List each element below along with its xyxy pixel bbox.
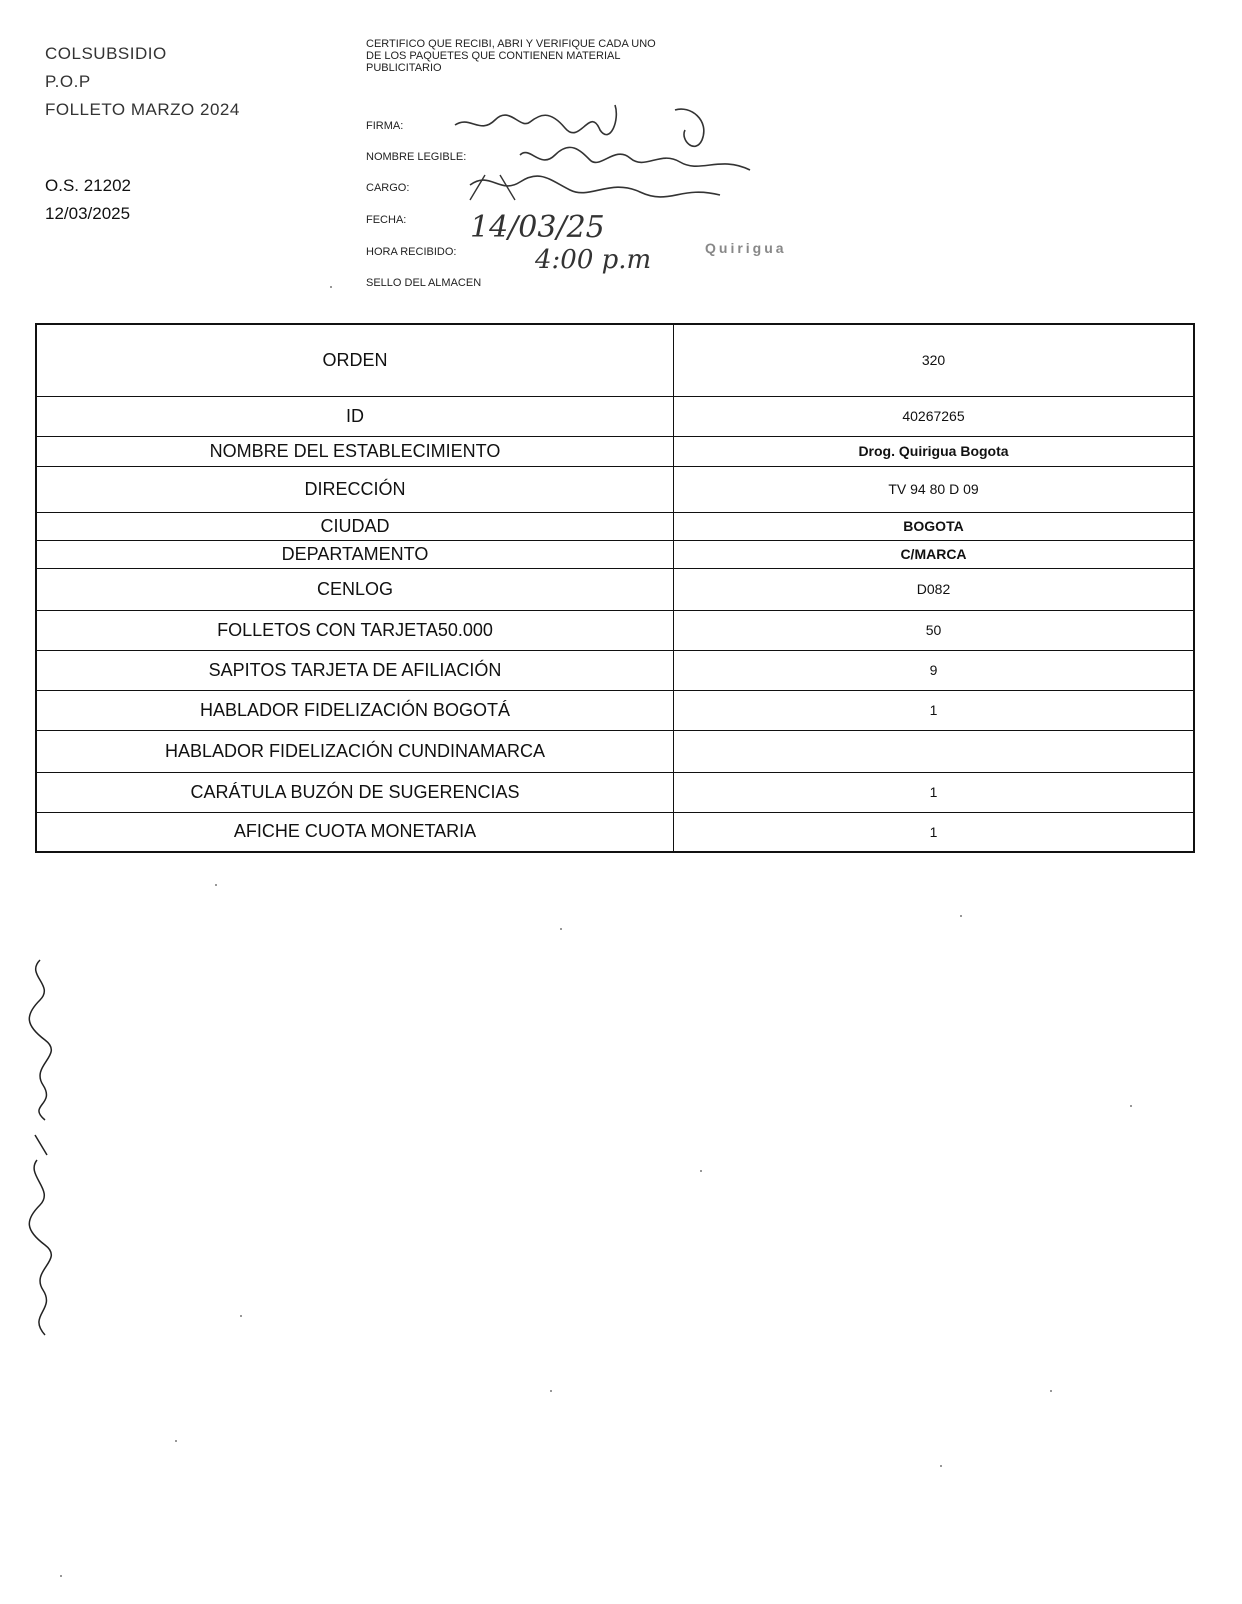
row-value-direccion: TV 94 80 D 09: [674, 466, 1195, 512]
table-row: [36, 396, 1194, 436]
table-row: [36, 512, 1194, 540]
order-service-number: O.S. 21202: [45, 176, 132, 195]
fecha-handwritten: 14/03/25: [470, 210, 605, 245]
row-label-departamento: DEPARTAMENTO: [36, 540, 674, 568]
row-label-caratula: CARÁTULA BUZÓN DE SUGERENCIAS: [36, 772, 674, 812]
order-date: 12/03/2025: [45, 204, 131, 223]
certificate-text: CERTIFICO QUE RECIBI, ABRI Y VERIFIQUE CADA UNO DE LOS PAQUETES QUE CONTIENEN MATERIAL PUBLICITARIO: [366, 38, 656, 74]
row-value-caratula: 1: [674, 772, 1195, 812]
order-service-block: [45, 172, 131, 228]
cargo-label: CARGO:: [366, 182, 410, 194]
sello-label: SELLO DEL ALMACEN: [366, 277, 482, 289]
scan-speck: [240, 1315, 242, 1317]
firma-label: FIRMA:: [366, 120, 404, 132]
row-value-ciudad: BOGOTA: [674, 512, 1195, 540]
row-label-sapitos: SAPITOS TARJETA DE AFILIACIÓN: [36, 650, 674, 690]
row-label-hablador-cundinamarca: HABLADOR FIDELIZACIÓN CUNDINAMARCA: [36, 730, 674, 772]
scan-speck: [175, 1440, 177, 1442]
row-value-hablador-bogota: 1: [674, 690, 1195, 730]
table-row: [36, 730, 1194, 772]
table-row: [36, 436, 1194, 466]
table-row: [36, 466, 1194, 512]
hora-label: HORA RECIBIDO:: [366, 246, 457, 258]
material-table: [35, 323, 1195, 853]
scan-speck: [60, 1575, 62, 1577]
row-value-hablador-cundinamarca: [674, 730, 1195, 772]
row-label-cenlog: CENLOG: [36, 568, 674, 610]
table-row: [36, 568, 1194, 610]
row-label-ciudad: CIUDAD: [36, 512, 674, 540]
table-row: [36, 772, 1194, 812]
table-row: [36, 610, 1194, 650]
row-value-cenlog: D082: [674, 568, 1195, 610]
row-value-establecimiento: Drog. Quirigua Bogota: [674, 436, 1195, 466]
store-stamp: Quirigua: [705, 240, 787, 256]
table-row: [36, 540, 1194, 568]
row-value-afiche: 1: [674, 812, 1195, 852]
row-label-establecimiento: NOMBRE DEL ESTABLECIMIENTO: [36, 436, 674, 466]
scan-speck: [1130, 1105, 1132, 1107]
company-name: COLSUBSIDIO: [45, 44, 167, 63]
pop-label: P.O.P: [45, 72, 91, 91]
row-value-id: 40267265: [674, 396, 1195, 436]
table-row: [36, 324, 1194, 396]
nombre-label: NOMBRE LEGIBLE:: [366, 151, 467, 163]
row-label-afiche: AFICHE CUOTA MONETARIA: [36, 812, 674, 852]
margin-handwriting: [15, 955, 65, 1355]
scan-speck: [940, 1465, 942, 1467]
scan-speck: [550, 1390, 552, 1392]
scan-speck: [330, 286, 332, 288]
folleto-label: FOLLETO MARZO 2024: [45, 100, 240, 119]
row-label-hablador-bogota: HABLADOR FIDELIZACIÓN BOGOTÁ: [36, 690, 674, 730]
company-header: [45, 40, 240, 124]
table-row: [36, 690, 1194, 730]
row-value-departamento: C/MARCA: [674, 540, 1195, 568]
row-value-folletos: 50: [674, 610, 1195, 650]
scan-speck: [1050, 1390, 1052, 1392]
table-row: [36, 650, 1194, 690]
row-value-sapitos: 9: [674, 650, 1195, 690]
scan-speck: [215, 884, 217, 886]
table-row: [36, 812, 1194, 852]
row-value-orden: 320: [674, 324, 1195, 396]
hora-handwritten: 4:00 p.m: [535, 245, 652, 275]
row-label-orden: ORDEN: [36, 324, 674, 396]
scan-speck: [960, 915, 962, 917]
row-label-direccion: DIRECCIÓN: [36, 466, 674, 512]
scan-speck: [700, 1170, 702, 1172]
scan-speck: [560, 928, 562, 930]
fecha-label: FECHA:: [366, 214, 407, 226]
row-label-folletos: FOLLETOS CON TARJETA50.000: [36, 610, 674, 650]
row-label-id: ID: [36, 396, 674, 436]
